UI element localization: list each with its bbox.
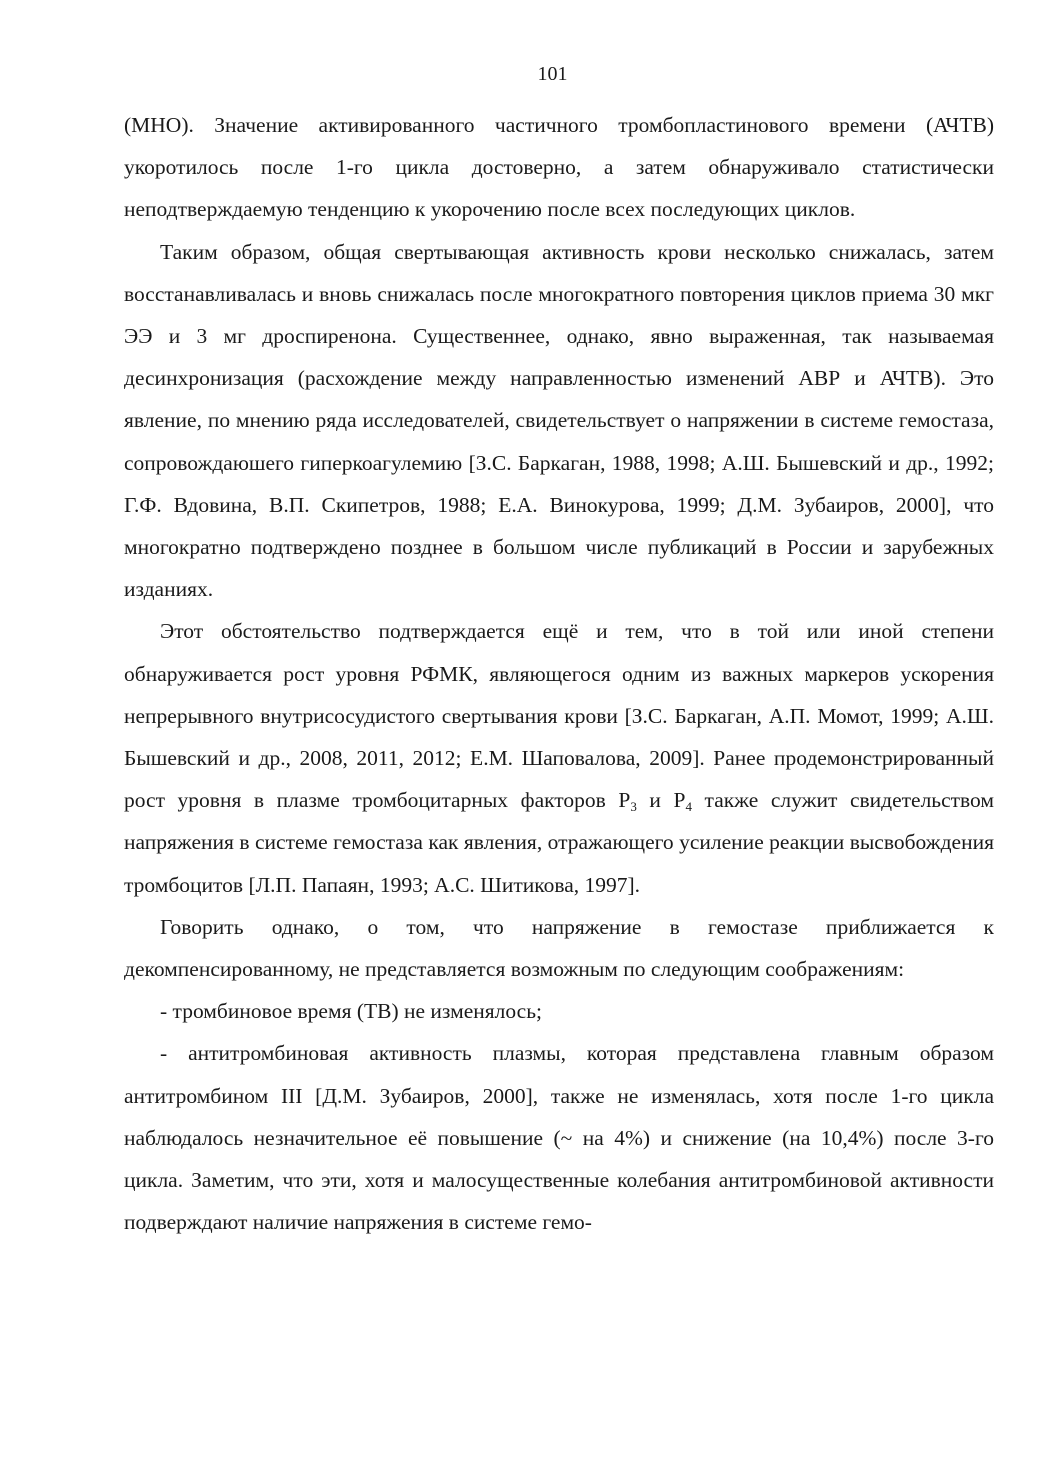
paragraph-3-part-2: и Р: [636, 788, 686, 813]
paragraph-2: Таким образом, общая свертывающая активность крови несколько снижалась, затем восстанавливалась и вновь снижалась после многократного повторения циклов приема 30 мкг ЭЭ и 3 мг дроспиренона. Существеннее, однако, явно выраженная, так называемая десинхронизация (расхождение между направленностью изменений АВР и АЧТВ). Это явление, по мнению ряда исследователей, свидетельствует о напряжении в системе гемостаза, сопровождаюшего гиперкоагулемию [З.С. Баркаган, 1988, 1998; А.Ш. Бышевский и др., 1992; Г.Ф. Вдовина, В.П. Скипетров, 1988; Е.А. Винокурова, 1999; Д.М. Зубаиров, 2000], что многократно подтверждено позднее в большом числе публикаций в России и зарубежных изданиях.: [124, 239, 994, 602]
paragraph-4: Говорить однако, о том, что напряжение в гемостазе приближается к декомпенсированному, не представляется возможным по следующим соображениям:: [124, 914, 994, 982]
subscript-3: 3: [630, 799, 637, 815]
list-item-2: - антитромбиновая активность плазмы, которая представлена главным образом антитромбином III [Д.М. Зубаиров, 2000], также не изменялась, хотя после 1-го цикла наблюдалось незначительное её повышение (~ на 4%) и снижение (на 10,4%) после 3-го цикла. Заметим, что эти, хотя и малосущественные колебания антитромбиновой активности подверждают наличие напряжения в системе гемо-: [124, 1041, 994, 1235]
body-text: [124, 104, 994, 1243]
page-number: 101: [537, 63, 568, 85]
subscript-4: 4: [685, 799, 692, 815]
list-item-1: - тромбиновое время (ТВ) не изменялось;: [160, 999, 543, 1024]
paragraph-1: (МНО). Значение активированного частичного тромбопластинового времени (АЧТВ) укоротилось после 1-го цикла достоверно, а затем обнаруживало статистически неподтверждаемую тенденцию к укорочению после всех последующих циклов.: [124, 113, 994, 222]
paragraph-3-part-3: также служит свидетельством напряжения в системе гемостаза как явления, отражающего усиление реакции высвобождения тромбоцитов [Л.П. Папаян, 1993; А.С. Шитикова, 1997].: [124, 788, 994, 897]
paragraph-3: [124, 610, 994, 905]
paragraph-3-part-1: Этот обстоятельство подтверждается ещё и тем, что в той или иной степени обнаруживается рост уровня РФМК, являющегося одним из важных маркеров ускорения непрерывного внутрисосудистого свертывания крови [З.С. Баркаган, А.П. Момот, 1999; А.Ш. Бышевский и др., 2008, 2011, 2012; Е.М. Шаповалова, 2009]. Ранее продемонстрированный рост уровня в плазме тромбоцитарных факторов Р: [124, 619, 994, 813]
